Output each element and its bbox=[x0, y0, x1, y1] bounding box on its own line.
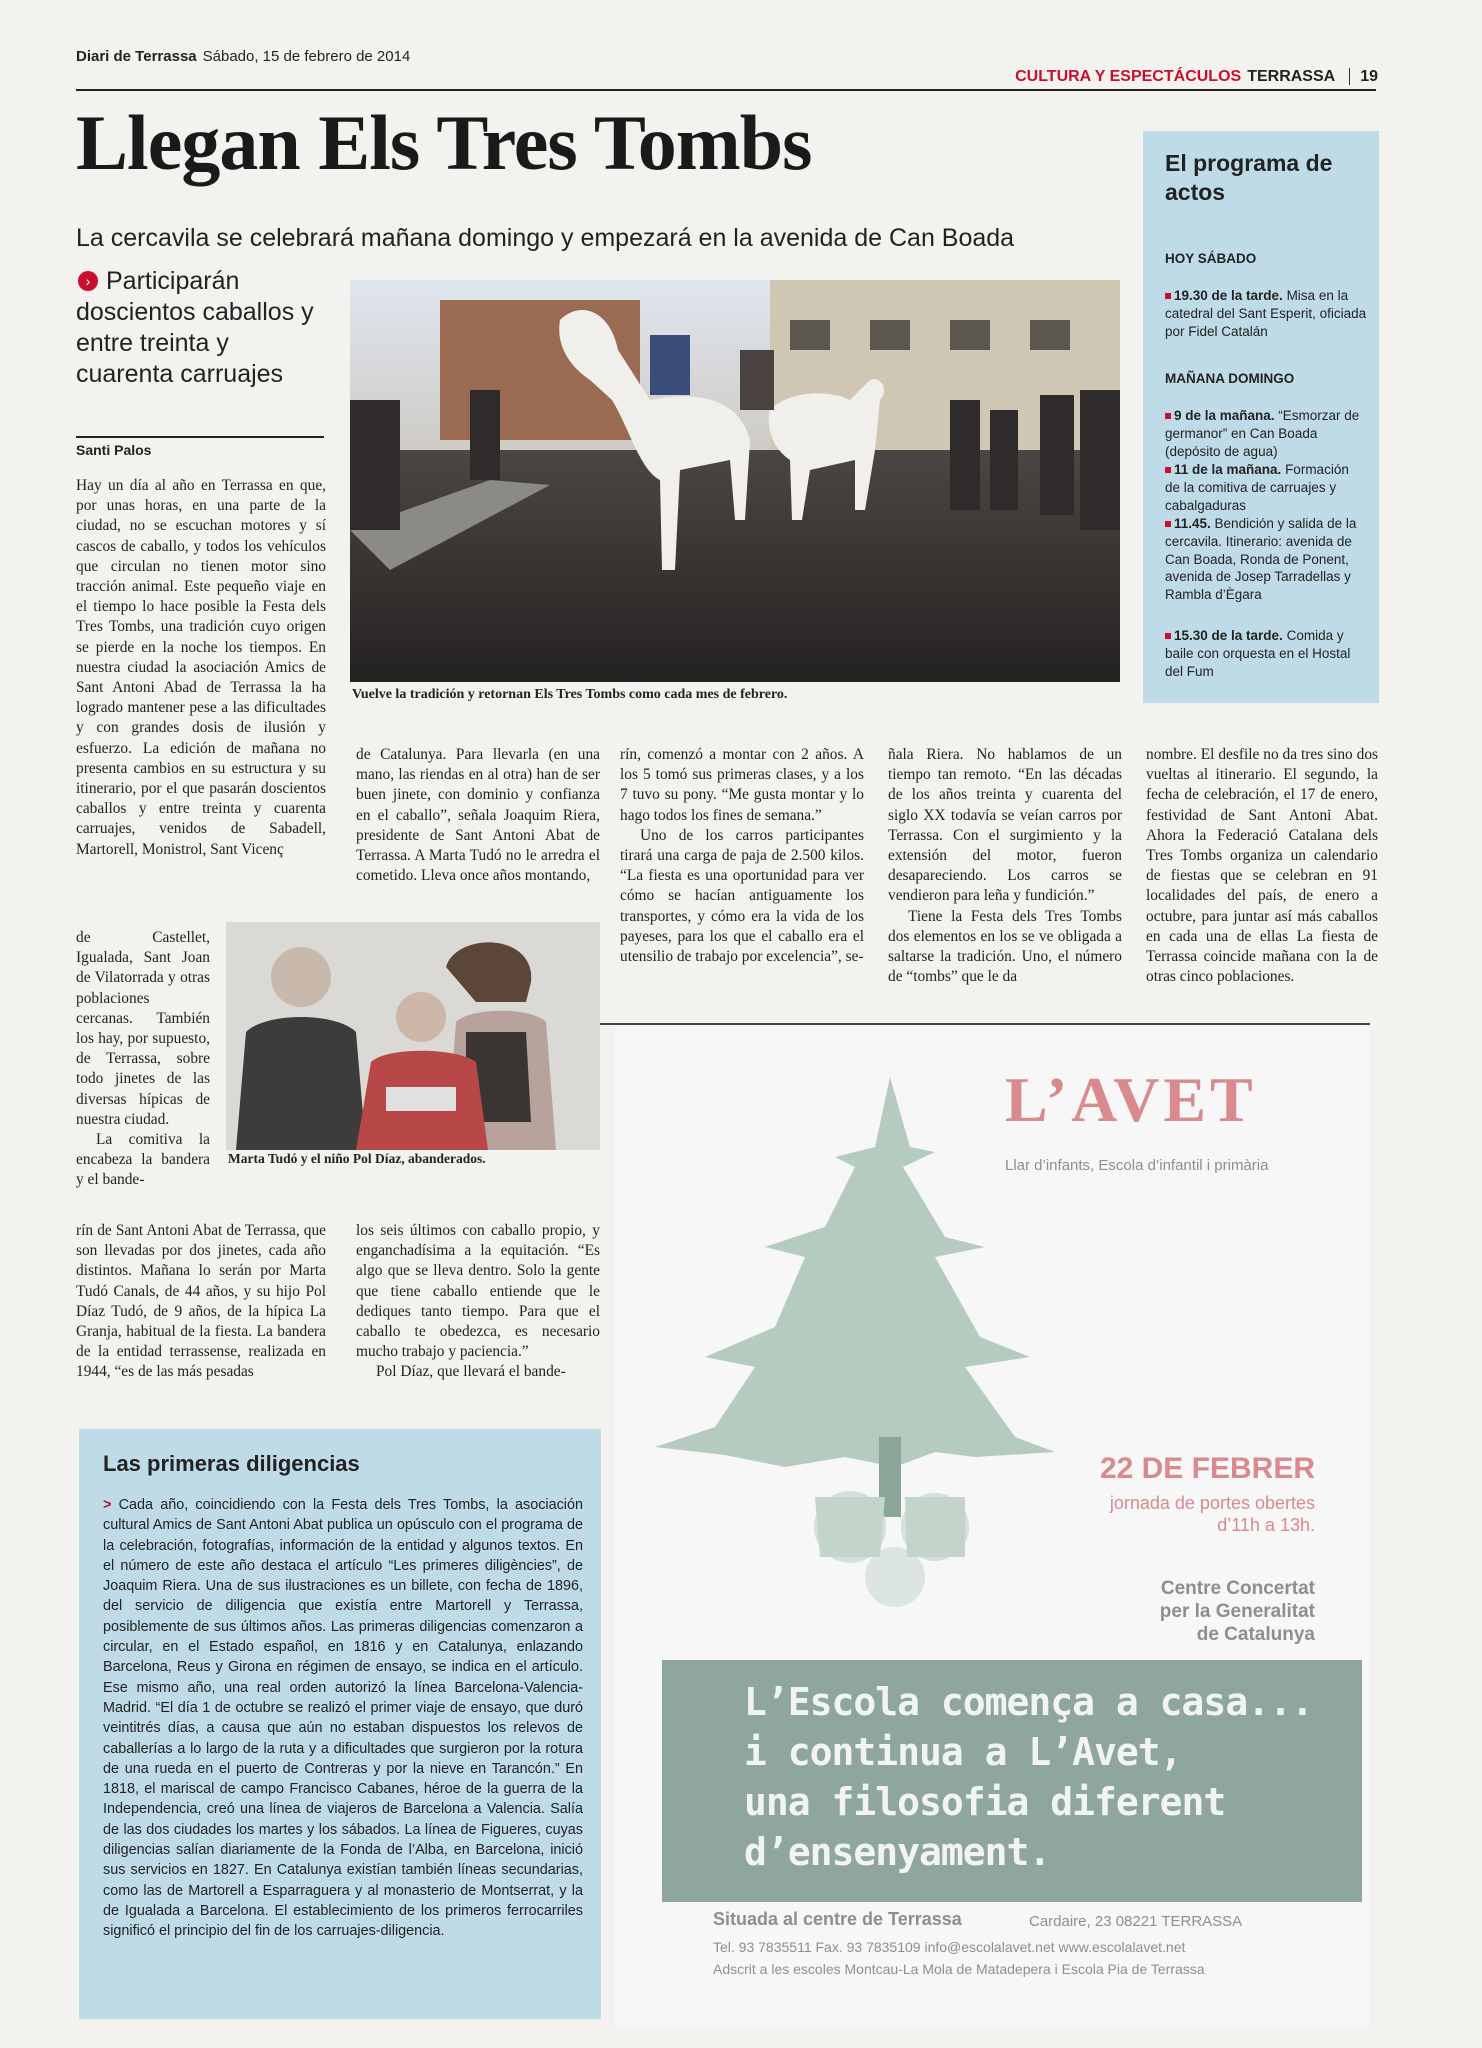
ad-location: Situada al centre de Terrassa bbox=[713, 1909, 962, 1929]
column-1-bottom bbox=[76, 1221, 326, 1383]
christmas-tree-illustration bbox=[635, 1057, 1055, 1637]
ad-address: Cardaire, 23 08221 TERRASSA bbox=[1029, 1913, 1243, 1930]
sidebar-body: > Cada año, coincidiendo con la Festa dels Tres Tombs, la asociación cultural Amics de Sant Antoni Abat publica un opúsculo con el programa de la celebración, fotografías, información de la entidad y algunos textos. En el número de este año destaca el artículo “Les primeres diligències”, de Joaquim Riera. Una de sus ilustraciones es un billete, con fecha de 1896, del servicio de diligencia que existía entre Martorell y Terrassa, posiblemente de sus últimos años. Las primeras diligencias comenzaron a circular, en el Estado español, en 1816 y en Catalunya, enlazando Barcelona, Reus y Girona en régimen de ensayo, se indica en el artículo. Ese mismo año, una real orden autorizó la línea Barcelona-Valencia-Madrid. “El día 1 de octubre se realizó el primer viaje de ensayo, que duró veintitrés días, a causa que aún no estaban dispuestos los relevos de caballerías a lo largo de la ruta y a dificultades que surgieron por la rotura de una rueda en el puerto de Contreras y por la nieve en Tarancón.” En 1818, el mariscal de campo Francisco Cabanes, héroe de la guerra de la Independencia, creó una línea de viajeros de Barcelona a Valencia. Salía de las dos ciudades los martes y los sábados. La línea de Figueres, cuyas diligencias salían diariamente de la Fonda de l’Alba, en Barcelona, inició sus servicios en 1827. En Catalunya existían también líneas secundarias, como las de Martorell a Esparraguera y al monasterio de Montserrat, y la de Igualada a Barcelona. El establecimiento de los primeros ferrocarriles significó el principio del fin de los carruajes-diligencia. bbox=[103, 1497, 584, 1940]
ad-open-day-text: jornada de portes obertes bbox=[1109, 1493, 1315, 1513]
slogan-line: L’Escola comença a casa... bbox=[744, 1680, 1313, 1724]
ad-contact: Tel. 93 7835511 Fax. 93 7835109 info@escolalavet.net www.escolalavet.net bbox=[713, 1939, 1186, 1955]
section-rule bbox=[600, 1023, 1370, 1025]
ad-slogan-box bbox=[662, 1660, 1362, 1902]
bullet-square-icon bbox=[1165, 467, 1171, 473]
program-title: El programa de actos bbox=[1165, 150, 1333, 205]
paragraph: de Catalunya. Para llevarla (en una mano, las riendas en al otra) han de ser buen jinete, con dominio y confianza en el caballo”, señala Joaquim Riera, presidente de Sant Antoni Abat de Terrassa. A Marta Tudó no le arredra el cometido. Lleva once años montando, bbox=[356, 746, 600, 885]
paragraph: rín, comenzó a montar con 2 años. A los 5 tomó sus primeras clases, y a los 7 tuvo su pony. “Me gusta montar y lo hago todos los fines de semana.” bbox=[620, 746, 864, 824]
riders-portrait-photo bbox=[226, 922, 600, 1150]
column-1-narrow bbox=[76, 928, 210, 1191]
paragraph: ñala Riera. No hablamos de un tiempo tan remoto. “En las décadas de los años treinta y cuarenta del siglo XX todavía se veían carros por Terrassa. Con el surgimiento y la extensión del motor, fueron desapareciendo. Los carros se vendieron para leña y fundición.” bbox=[888, 746, 1122, 905]
ad-affiliation: Adscrit a les escoles Montcau-La Mola de Matadepera i Escola Pia de Terrassa bbox=[713, 1961, 1205, 1977]
paragraph: los seis últimos con caballo propio, y enganchadísima a la equitación. “Es algo que se lleva dentro. Solo la gente que tiene caballo entiende que le dediques tanto tiempo. Para que el caballo te obedezca, es necesario mucho trabajo y paciencia.” bbox=[356, 1222, 600, 1361]
program-event: 11.45. Bendición y salida de la cercavila. Itinerario: avenida de Can Boada, Ronda de Ponent, avenida de Josep Tarradellas y Rambla d’Ègara bbox=[1165, 516, 1357, 603]
byline: Santi Palos bbox=[76, 442, 152, 458]
paper-name: Diari de Terrassa bbox=[76, 48, 197, 65]
byline-rule bbox=[76, 436, 324, 438]
ad-tagline: Llar d’infants, Escola d’infantil i primària bbox=[1005, 1157, 1269, 1174]
bullet-square-icon bbox=[1165, 413, 1171, 419]
program-day-saturday: HOY SÁBADO bbox=[1165, 251, 1257, 266]
masthead bbox=[76, 48, 410, 65]
photo1-caption: Vuelve la tradición y retornan Els Tres Tombs como cada mes de febrero. bbox=[352, 687, 788, 702]
arrow-icon: > bbox=[103, 1497, 112, 1513]
subheadline: La cercavila se celebrará mañana domingo y empezará en la avenida de Can Boada bbox=[76, 224, 1015, 252]
column-5 bbox=[1146, 745, 1378, 987]
paragraph: Pol Díaz, que llevará el bande- bbox=[376, 1363, 566, 1381]
slogan-line: una filosofia diferent bbox=[744, 1780, 1226, 1824]
photo2-caption: Marta Tudó y el niño Pol Díaz, abanderados. bbox=[228, 1151, 486, 1166]
column-1-top bbox=[76, 476, 326, 860]
page-number: 19 bbox=[1349, 68, 1378, 85]
horse-parade-photo bbox=[350, 280, 1120, 682]
paragraph: Tiene la Festa dels Tres Tombs dos elementos en los se ve obligada a saltarse la tradición. Uno, el número de “tombs” que le da bbox=[888, 907, 1122, 986]
section-header bbox=[1015, 68, 1378, 86]
ad-concert-note: Centre Concertat per la Generalitat de Catalunya bbox=[1159, 1578, 1315, 1645]
bullet-square-icon bbox=[1165, 521, 1171, 527]
bullet-square-icon bbox=[1165, 633, 1171, 639]
program-event: 9 de la mañana. “Esmorzar de germanor” en Can Boada (depósito de agua) bbox=[1165, 408, 1360, 459]
paragraph: de Castellet, Igualada, Sant Joan de Vilatorrada y otras poblaciones cercanas. También los hay, por supuesto, de Terrassa, sobre todo jinetes de las diversas hípicas de nuestra ciudad. bbox=[76, 929, 210, 1128]
headline: Llegan Els Tres Tombs bbox=[76, 99, 812, 186]
paragraph: rín de Sant Antoni Abat de Terrassa, que son llevadas por dos jinetes, cada año distintos. Mañana lo serán por Marta Tudó Canals, de 44 años, y su hijo Pol Díaz Tudó, de 9 años, de la hípica La Granja, habitual de la fiesta. La bandera de la entidad terrassense, realizada en 1944, “es de las más pesadas bbox=[76, 1222, 326, 1381]
ad-open-day-date: 22 DE FEBRER bbox=[1099, 1452, 1315, 1485]
program-box bbox=[1143, 131, 1379, 703]
program-event: 11 de la mañana. Formación de la comitiva de carruajes y cabalgaduras bbox=[1165, 462, 1349, 513]
program-event: 19.30 de la tarde. Misa en la catedral del Sant Esperit, oficiada por Fidel Catalán bbox=[1165, 288, 1367, 339]
issue-date: Sábado, 15 de febrero de 2014 bbox=[202, 48, 411, 65]
ad-open-day-hours: d’11h a 13h. bbox=[1217, 1515, 1315, 1535]
bullet-square-icon bbox=[1165, 293, 1171, 299]
program-event: 15.30 de la tarde. Comida y baile con orquesta en el Hostal del Fum bbox=[1165, 628, 1351, 679]
lead-arrow-icon: › bbox=[78, 271, 98, 291]
column-2-bottom bbox=[356, 1221, 600, 1383]
paragraph: nombre. El desfile no da tres sino dos vueltas al itinerario. El segundo, la fecha de celebración, el 17 de enero, festividad de Sant Antoni Abat. Ahora la Federació Catalana dels Tres Tombs organiza un calendario de fiestas que se celebran en 91 localidades del país, de enero a octubre, para juntar así más caballos en cada una de ellas La fiesta de Terrassa coincide mañana con la de otras cinco poblaciones. bbox=[1146, 746, 1378, 986]
sidebar-title: Las primeras diligencias bbox=[103, 1451, 360, 1476]
program-day-sunday: MAÑANA DOMINGO bbox=[1165, 371, 1295, 386]
lead-text: Participarán doscientos caballos y entre treinta y cuarenta carruajes bbox=[76, 267, 314, 388]
column-4 bbox=[888, 745, 1122, 987]
slogan-line: d’ensenyament. bbox=[744, 1830, 1051, 1874]
slogan-line: i continua a L’Avet, bbox=[744, 1730, 1182, 1774]
sidebar-diligencias bbox=[79, 1429, 601, 2019]
header-rule bbox=[76, 89, 1376, 91]
section-name: CULTURA Y ESPECTÁCULOS bbox=[1015, 68, 1242, 85]
section-city: TERRASSA bbox=[1247, 68, 1336, 85]
paragraph: Uno de los carros participantes tirará una carga de paja de 2.500 kilos. “La fiesta es una oportunidad para ver cómo se hacían antiguamente los transportes, y cómo era la vida de los payeses, para los que el caballo era el utensilio de trabajo por excelencia”, se- bbox=[620, 826, 864, 966]
paragraph: La comitiva la encabeza la bandera y el bande- bbox=[76, 1131, 210, 1189]
school-advertisement bbox=[615, 1027, 1369, 2027]
paragraph: Hay un día al año en Terrassa en que, por unas horas, en una parte de la ciudad, no se escuchan motores y sí cascos de caballo, y todos los vehículos que circulan no tienen motor sino tracción animal. Este pequeño viaje en el tiempo lo hace posible la Festa dels Tres Tombs, una tradición cuyo origen se pierde en la noche los tiempos. En nuestra ciudad la asociación Amics de Sant Antoni Abad de Terrassa la ha logrado mantener pese a las dificultades y con grandes dosis de ilusión y esfuerzo. La edición de mañana no presenta cambios en su estructura y su itinerario, por el que pasarán doscientos caballos y entre treinta y cuarenta carruajes, venidos de Sabadell, Martorell, Monistrol, Sant Vicenç bbox=[76, 477, 326, 858]
column-2-top bbox=[356, 745, 600, 886]
ad-brand: L’AVET bbox=[1005, 1064, 1257, 1135]
column-3 bbox=[620, 745, 864, 967]
